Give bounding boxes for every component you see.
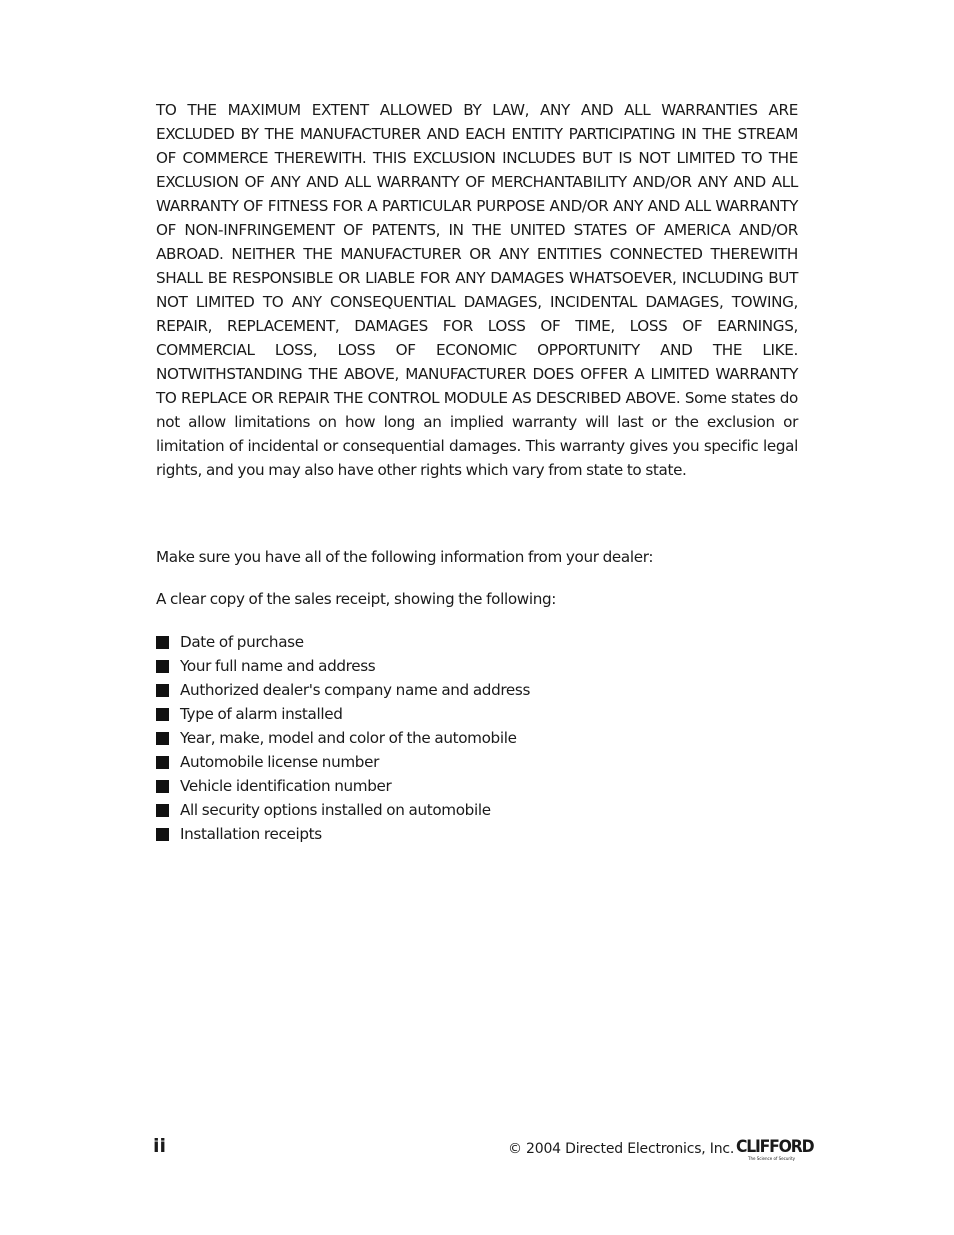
square-bullet-icon	[156, 660, 169, 673]
square-bullet-icon	[156, 732, 169, 745]
square-bullet-icon	[156, 804, 169, 817]
receipt-checklist	[156, 630, 530, 846]
list-item	[156, 798, 530, 822]
page-content	[156, 98, 798, 843]
list-item-label: Vehicle identification number	[180, 777, 392, 795]
list-item-label: Type of alarm installed	[180, 705, 343, 723]
list-item	[156, 678, 530, 702]
list-item-label: Automobile license number	[180, 753, 379, 771]
square-bullet-icon	[156, 684, 169, 697]
list-item	[156, 774, 530, 798]
copyright-notice: © 2004 Directed Electronics, Inc.	[508, 1141, 735, 1157]
list-item-label: Installation receipts	[180, 825, 322, 843]
square-bullet-icon	[156, 780, 169, 793]
dealer-info-intro: Make sure you have all of the following information from your dealer:	[156, 548, 654, 566]
list-item	[156, 654, 530, 678]
clifford-logo	[736, 1137, 814, 1164]
list-item-label: Authorized dealer's company name and address	[180, 681, 531, 699]
list-item-label: Date of purchase	[180, 633, 304, 651]
list-item	[156, 630, 530, 654]
list-item	[156, 726, 530, 750]
list-item	[156, 702, 530, 726]
list-item	[156, 750, 530, 774]
warranty-uppercase-text: TO THE MAXIMUM EXTENT ALLOWED BY LAW, ANY AND ALL WARRANTIES ARE EXCLUDED BY THE MANUFACTURER AND EACH ENTITY PARTICIPATING IN THE STREAM OF COMMERCE THEREWITH. THIS EXCLUSION INCLUDES BUT IS NOT LIMITED TO THE EXCLUSION OF ANY AND ALL WARRANTY OF MERCHANTABILITY AND/OR ANY AND ALL WARRANTY OF FITNESS FOR A PARTICULAR PURPOSE AND/OR ANY AND ALL WARRANTY OF NON-INFRINGEMENT OF PATENTS, IN THE UNITED STATES OF AMERICA AND/OR ABROAD. NEITHER THE MANUFACTURER OR ANY ENTITIES CONNECTED THEREWITH SHALL BE RESPONSIBLE OR LIABLE FOR ANY DAMAGES WHATSOEVER, INCLUDING BUT NOT LIMITED TO ANY CONSEQUENTIAL DAMAGES, INCIDENTAL DAMAGES, TOWING, REPAIR, REPLACEMENT, DAMAGES FOR LOSS OF TIME, LOSS OF EARNINGS, COMMERCIAL LOSS, LOSS OF ECONOMIC OPPORTUNITY AND THE LIKE. NOTWITHSTANDING THE ABOVE, MANUFACTURER DOES OFFER A LIMITED WARRANTY TO REPLACE OR REPAIR THE CONTROL MODULE AS DESCRIBED ABOVE.	[156, 101, 798, 407]
receipt-intro: A clear copy of the sales receipt, showing the following:	[156, 590, 557, 608]
square-bullet-icon	[156, 708, 169, 721]
logo-wordmark: CLIFFORD	[736, 1137, 814, 1157]
warranty-mixed-case-text: Some states do not allow limitations on how long an implied warranty will last or the exclusion or limitation of incidental or consequential damages. This warranty gives you specific legal rights, and you may also have other rights which vary from state to state.	[156, 389, 798, 479]
square-bullet-icon	[156, 756, 169, 769]
square-bullet-icon	[156, 828, 169, 841]
page-number: ii	[153, 1135, 167, 1157]
list-item-label: All security options installed on automobile	[180, 801, 491, 819]
list-item	[156, 822, 530, 846]
logo-tagline: The Science of Security	[748, 1156, 796, 1161]
list-item-label: Year, make, model and color of the automobile	[180, 729, 517, 747]
warranty-disclaimer	[156, 98, 798, 482]
square-bullet-icon	[156, 636, 169, 649]
list-item-label: Your full name and address	[180, 657, 376, 675]
